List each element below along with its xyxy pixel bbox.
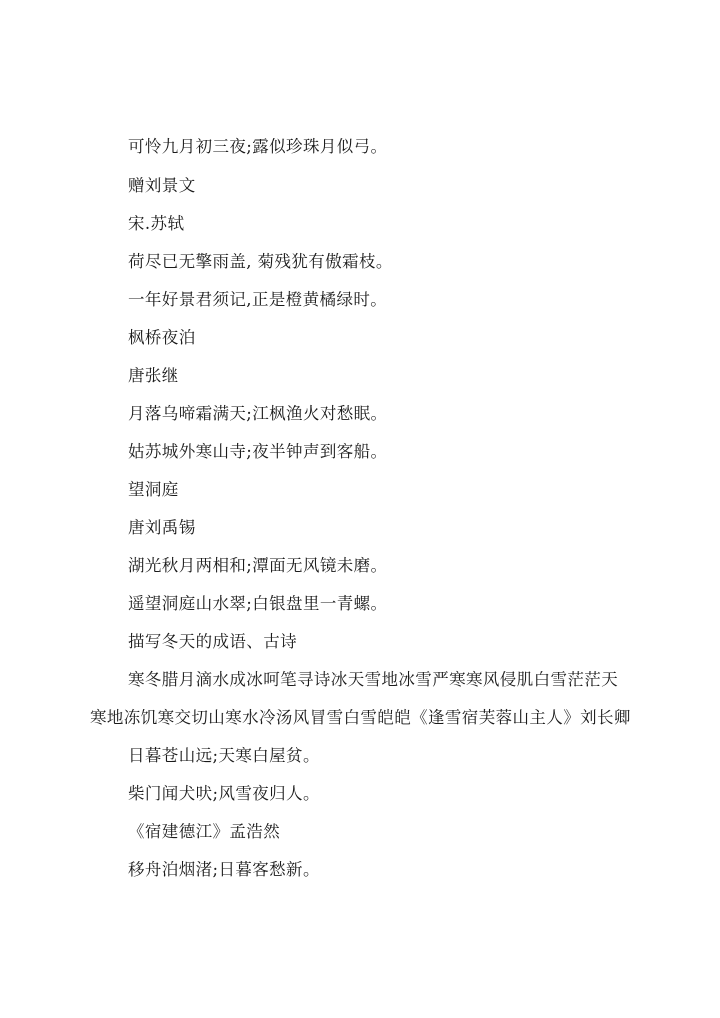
text-line: 遥望洞庭山水翠;白银盘里一青螺。 bbox=[128, 594, 388, 613]
poem-title: 《宿建德江》孟浩然 bbox=[128, 822, 281, 841]
text-line: 月落乌啼霜满天;江枫渔火对愁眠。 bbox=[128, 404, 388, 423]
text-line: 可怜九月初三夜;露似珍珠月似弓。 bbox=[128, 137, 388, 156]
text-line: 湖光秋月两相和;潭面无风镜未磨。 bbox=[128, 556, 388, 575]
text-line: 日暮苍山远;天寒白屋贫。 bbox=[128, 746, 320, 765]
poem-author: 宋.苏轼 bbox=[128, 214, 185, 233]
poem-author: 唐刘禹锡 bbox=[128, 518, 196, 537]
text-line: 寒地冻饥寒交切山寒水冷汤风冒雪白雪皑皑《逢雪宿芙蓉山主人》刘长卿 bbox=[90, 708, 631, 727]
poem-title: 赠刘景文 bbox=[128, 176, 196, 195]
text-line: 一年好景君须记,正是橙黄橘绿时。 bbox=[128, 290, 388, 309]
text-line: 荷尽已无擎雨盖, 菊残犹有傲霜枝。 bbox=[128, 252, 393, 271]
poem-title: 枫桥夜泊 bbox=[128, 328, 196, 347]
text-line: 柴门闻犬吠;风雪夜归人。 bbox=[128, 784, 320, 803]
text-line: 移舟泊烟渚;日暮客愁新。 bbox=[128, 860, 320, 879]
section-heading: 描写冬天的成语、古诗 bbox=[128, 632, 297, 651]
poem-title: 望洞庭 bbox=[128, 480, 179, 499]
text-line: 姑苏城外寒山寺;夜半钟声到客船。 bbox=[128, 442, 388, 461]
text-line: 寒冬腊月滴水成冰呵笔寻诗冰天雪地冰雪严寒寒风侵肌白雪茫茫天 bbox=[128, 670, 619, 689]
poem-author: 唐张继 bbox=[128, 366, 179, 385]
